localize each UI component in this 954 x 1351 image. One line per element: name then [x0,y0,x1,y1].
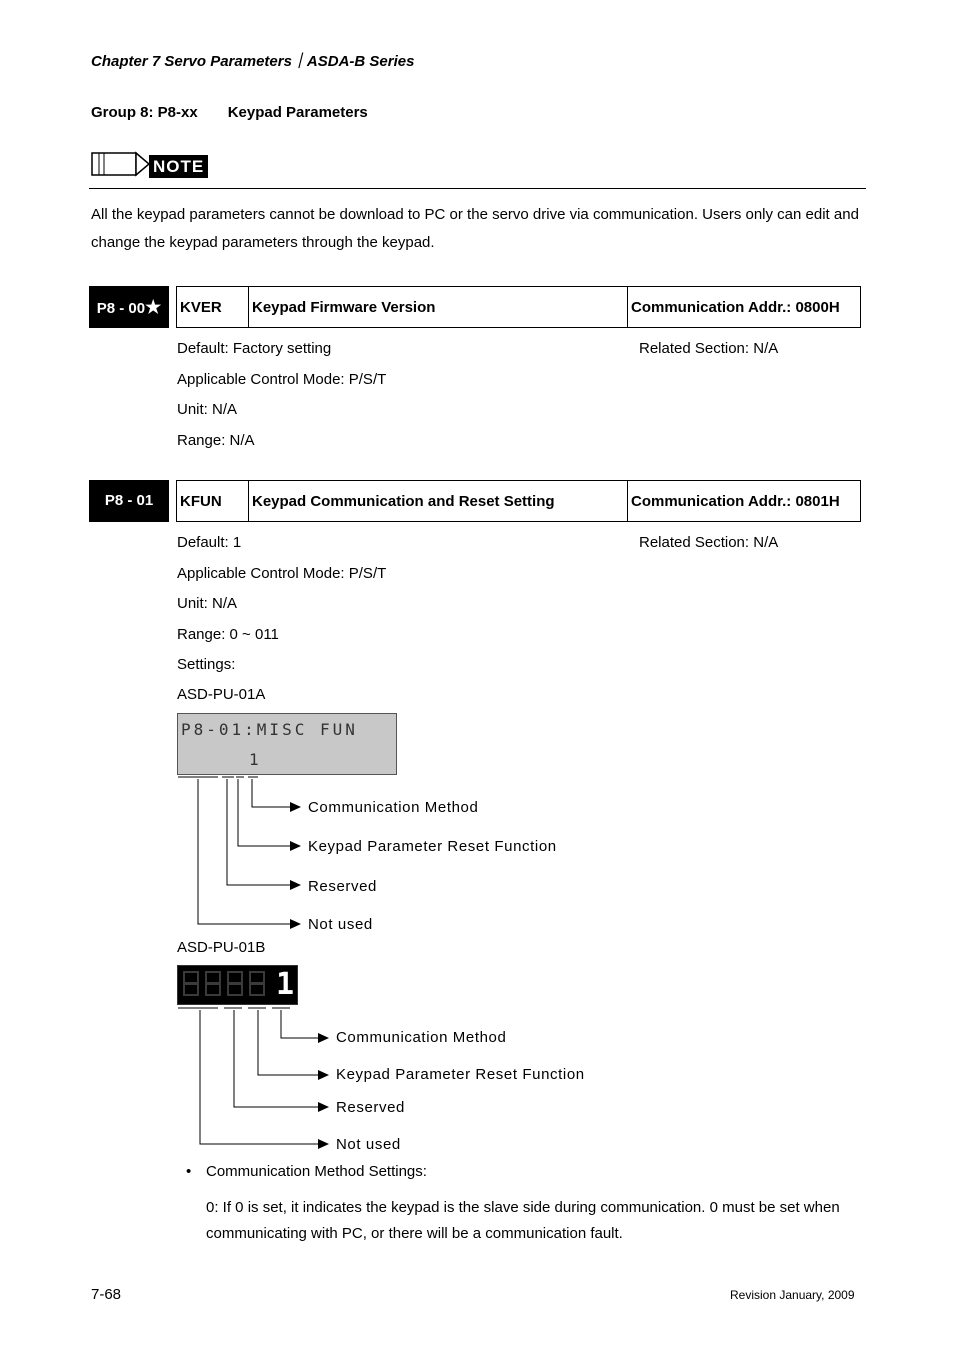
bullet-item [186,1163,427,1180]
bullet-title: Communication Method Settings: [206,1163,427,1180]
param-mode: Applicable Control Mode: P/S/T [177,371,387,388]
note-text: All the keypad parameters cannot be download to PC or the servo drive via communication. Users only can edit and change the keypad parameters through the keypad. [91,206,859,251]
param-abbr: KVER [177,287,249,327]
label-reset-function: Keypad Parameter Reset Function [308,838,557,855]
param-unit: Unit: N/A [177,595,238,612]
param-header-table [176,480,861,522]
label-reserved: Reserved [308,878,377,895]
param-related: Related Section: N/A [639,340,779,357]
param-default: Default: 1 [177,534,242,551]
divider [89,188,866,189]
note-label: NOTE [149,155,208,178]
chapter-header: Chapter 7 Servo Parameters｜ASDA-B Series [91,53,415,70]
param-abbr: KFUN [177,481,249,521]
note-box [91,150,205,185]
model-label-a: ASD-PU-01A [177,686,266,703]
led-digit: 1 [276,967,295,1002]
group-title: Keypad Parameters [227,104,368,121]
param-name: Keypad Firmware Version [249,287,628,327]
lcd-line-2: 1 [249,750,262,769]
param-code-badge [89,480,169,522]
diagram-a-leader-lines [170,773,310,933]
param-code-badge [89,286,169,328]
model-label-b: ASD-PU-01B [177,939,266,956]
page-number: 7-68 [91,1286,122,1303]
param-range: Range: N/A [177,432,255,449]
revision-date: Revision January, 2009 [730,1288,855,1302]
param-code: P8 - 01 [104,492,154,509]
label-communication-method: Communication Method [336,1029,507,1046]
diagram-b-leader-lines [170,1003,330,1153]
label-not-used: Not used [336,1136,401,1153]
param-unit: Unit: N/A [177,401,238,418]
group-heading [91,104,368,121]
param-mode: Applicable Control Mode: P/S/T [177,565,387,582]
lcd-line-1: P8-01:MISC FUN [181,720,358,739]
param-header-table [176,286,861,328]
param-name: Keypad Communication and Reset Setting [249,481,628,521]
param-addr: Communication Addr.: 0801H [631,492,840,510]
param-code: P8 - 00 [96,300,146,317]
label-reserved: Reserved [336,1099,405,1116]
param-settings-label: Settings: [177,656,236,673]
param-default: Default: Factory setting [177,340,332,357]
label-reset-function: Keypad Parameter Reset Function [336,1066,585,1083]
param-addr: Communication Addr.: 0800H [631,298,840,316]
bullet-description: 0: If 0 is set, it indicates the keypad is the slave side during communication. 0 must be set when communicating with PC, or there will be a communication fault. [206,1199,840,1242]
param-range: Range: 0 ~ 011 [177,626,279,643]
note-pencil-icon [91,150,151,180]
led-display [177,965,298,1005]
label-communication-method: Communication Method [308,799,479,816]
param-related: Related Section: N/A [639,534,779,551]
group-label: Group 8: P8-xx [91,104,198,121]
star-icon: ★ [145,297,162,317]
label-not-used: Not used [308,916,373,933]
lcd-display [177,713,397,775]
bullet-dot-icon: • [186,1163,192,1180]
